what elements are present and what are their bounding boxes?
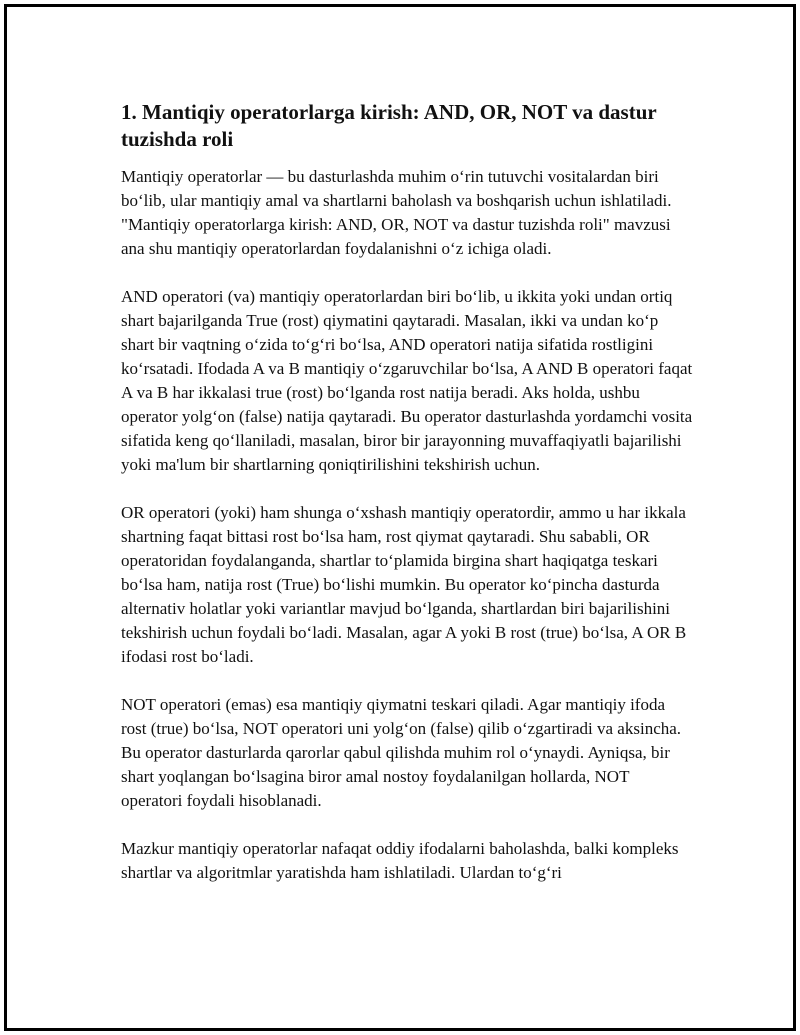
paragraph-not-operator: NOT operatori (emas) esa mantiqiy qiymatni teskari qiladi. Agar mantiqiy ifoda rost (true) bo‘lsa, NOT operatori uni yolg‘on (false) qilib o‘zgartiradi va aksincha. Bu operator dasturlarda qarorlar qabul qilishda muhim rol o‘ynaydi. Ayniqsa, bir shart yoqlangan bo‘lsagina biror amal nostoy foydalanilgan hollarda, NOT operatori foydali hisoblanadi. [121, 695, 682, 810]
paragraph-or-operator: OR operatori (yoki) ham shunga o‘xshash mantiqiy operatordir, ammo u har ikkala shartning faqat bittasi rost bo‘lsa ham, rost qiymat qaytaradi. Shu sababli, OR operatoridan foydalanganda, shartlar to‘plamida birgina shart haqiqatga teskari bo‘lsa ham, natija rost (True) bo‘lishi mumkin. Bu operator ko‘pincha dasturda alternativ holatlar yoki variantlar mavjud bo‘lganda, shartlardan biri bajarilishini tekshirish uchun foydali bo‘ladi. Masalan, agar A yoki B rost (true) bo‘lsa, A OR B ifodasi rost bo‘ladi. [121, 503, 687, 666]
paragraph-conclusion: Mazkur mantiqiy operatorlar nafaqat oddiy ifodalarni baholashda, balki kompleks shartlar va algoritmlar yaratishda ham ishlatiladi. Ulardan to‘g‘ri [121, 839, 679, 882]
page-frame [4, 4, 796, 1031]
document-body [121, 99, 693, 909]
paragraph-and-operator: AND operatori (va) mantiqiy operatorlardan biri bo‘lib, u ikkita yoki undan ortiq shart bajarilganda True (rost) qiymatini qaytaradi. Masalan, ikki va undan ko‘p shart bir vaqtning o‘zida to‘g‘ri bo‘lsa, AND operatori natija sifatida rostligini ko‘rsatadi. Ifodada A va B mantiqiy o‘zgaruvchilar bo‘lsa, A AND B operatori faqat A va B har ikkalasi true (rost) bo‘lganda rost natija beradi. Aks holda, ushbu operator yolg‘on (false) natija qaytaradi. Bu operator dasturlashda yordamchi vosita sifatida keng qo‘llaniladi, masalan, biror bir jarayonning muvaffaqiyatli bajarilishi yoki ma'lum bir shartlarning qoniqtirilishini tekshirish uchun. [121, 287, 693, 474]
paragraph-intro: Mantiqiy operatorlar — bu dasturlashda muhim o‘rin tutuvchi vositalardan biri bo‘lib, ular mantiqiy amal va shartlarni baholash va boshqarish uchun ishlatiladi. "Mantiqiy operatorlarga kirish: AND, OR, NOT va dastur tuzishda roli" mavzusi ana shu mantiqiy operatorlardan foydalanishni o‘z ichiga oladi. [121, 167, 672, 258]
document-title: 1. Mantiqiy operatorlarga kirish: AND, OR, NOT va dastur tuzishda roli [121, 100, 657, 151]
